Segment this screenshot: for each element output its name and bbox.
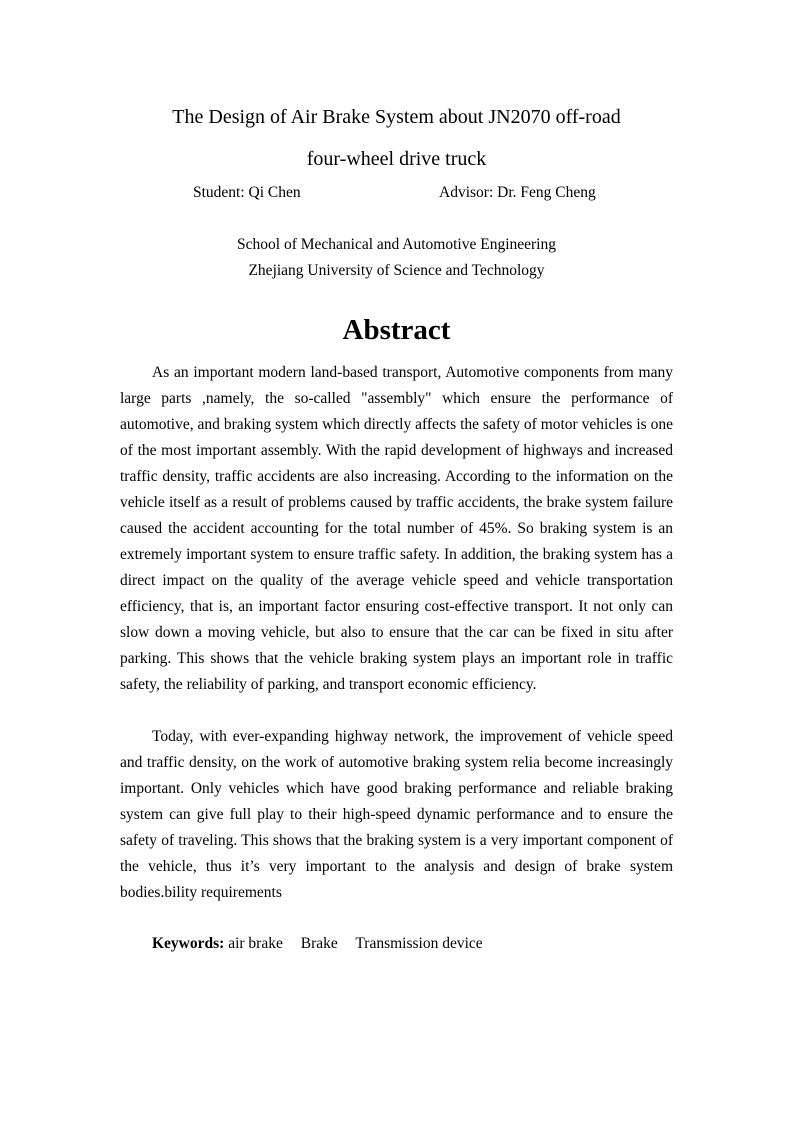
keywords-line [152, 933, 497, 955]
abstract-heading: Abstract [342, 314, 451, 346]
keyword-item: Transmission device [355, 935, 483, 952]
abstract-paragraph-1: As an important modern land-based transport, Automotive components from many large parts ,namely, the so-called "assembly" which ensure the performance of automotive, and braking system which directly affects the safety of motor vehicles is one of the most important assembly. With the rapid development of highways and increased traffic density, traffic accidents are also increasing. According to the information on the vehicle itself as a result of problems caused by traffic accidents, the brake system failure caused the accident accounting for the total number of 45%. So braking system is an extremely important system to ensure traffic safety. In addition, the braking system has a direct impact on the quality of the average vehicle speed and vehicle transportation efficiency, that is, an important factor ensuring cost-effective transport. It not only can slow down a moving vehicle, but also to ensure that the car can be fixed in situ after parking. This shows that the vehicle braking system plays an important role in traffic safety, the reliability of parking, and transport economic efficiency. [120, 364, 673, 693]
advisor-name: Advisor: Dr. Feng Cheng [439, 184, 596, 201]
student-name: Student: Qi Chen [193, 184, 301, 201]
abstract-paragraph-2: Today, with ever-expanding highway network, the improvement of vehicle speed and traffic density, on the work of automotive braking system relia become increasingly important. Only vehicles which have good braking performance and reliable braking system can give full play to their high-speed dynamic performance and to ensure the safety of traveling. This shows that the braking system is a very important component of the vehicle, thus it’s very important to the analysis and design of brake system bodies.bility requirements [120, 728, 673, 901]
keyword-item: Brake [300, 935, 338, 952]
keywords-label: Keywords: [152, 935, 225, 952]
affiliation-university: Zhejiang University of Science and Technology [248, 262, 545, 279]
keyword-item: air brake [228, 935, 283, 952]
affiliation-school: School of Mechanical and Automotive Engineering [237, 236, 556, 253]
title-line-1: The Design of Air Brake System about JN2070 off-road [172, 106, 621, 128]
title-line-2: four-wheel drive truck [306, 148, 487, 170]
